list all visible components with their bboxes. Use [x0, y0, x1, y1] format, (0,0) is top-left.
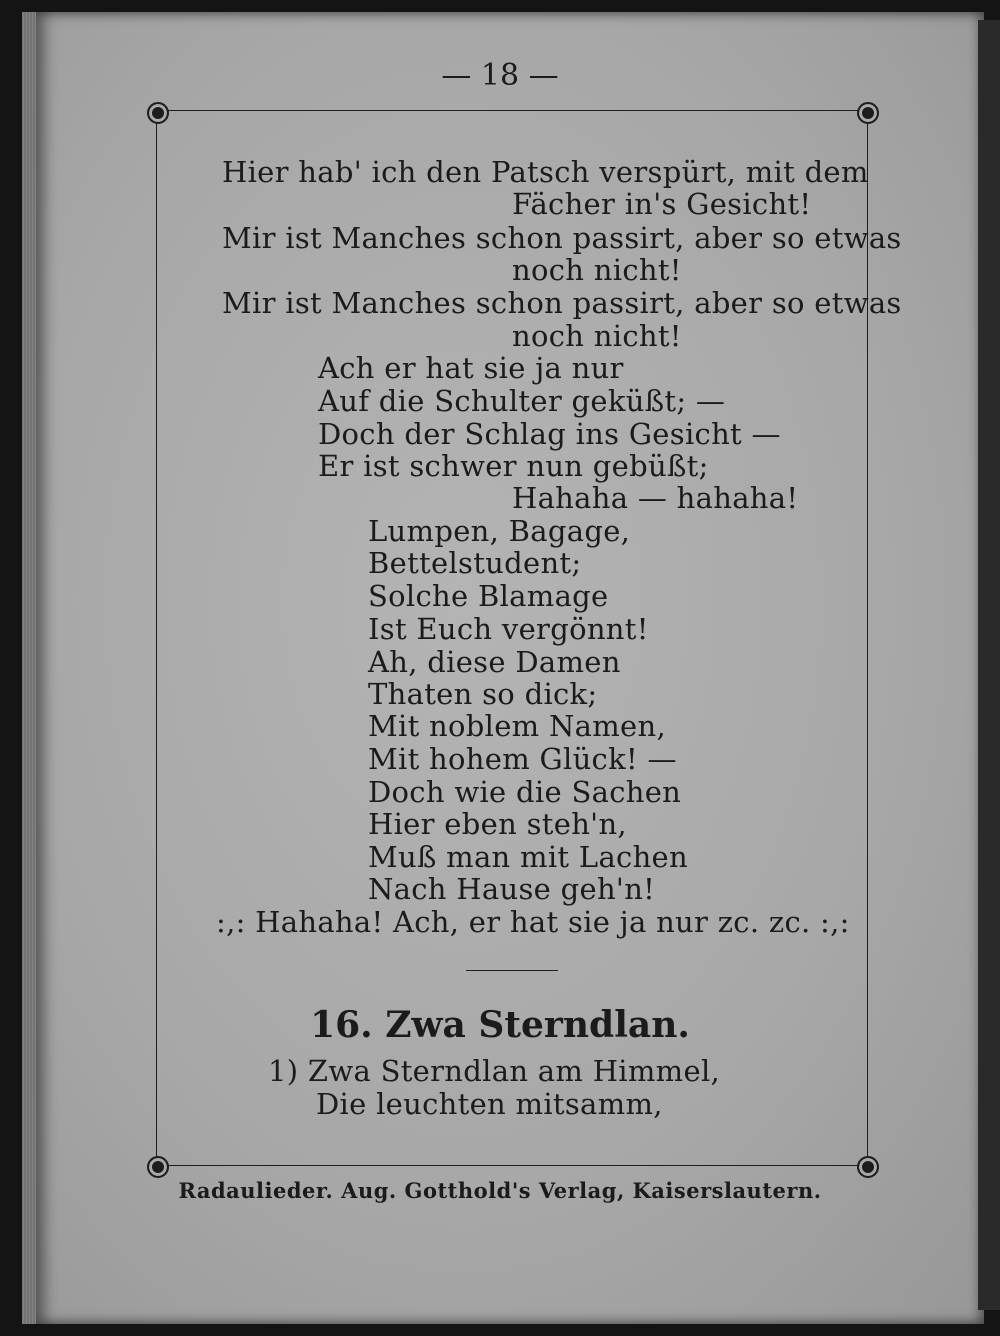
verse-line: Bettelstudent;	[368, 546, 582, 580]
frame-corner-ornament-icon	[857, 102, 879, 124]
verse-line: Muß man mit Lachen	[368, 840, 688, 874]
verse-line: noch nicht!	[512, 319, 682, 353]
verse-line: Hier eben steh'n,	[368, 807, 627, 841]
verse-line: Fächer in's Gesicht!	[512, 187, 812, 221]
verse-line: Mit noblem Namen,	[368, 709, 667, 743]
verse-line: Ist Euch vergönnt!	[368, 612, 649, 646]
frame-corner-ornament-icon	[147, 102, 169, 124]
verse-line: :,: Hahaha! Ach, er hat sie ja nur zc. zc. :,:	[216, 905, 850, 939]
verse-line: Hahaha — hahaha!	[512, 481, 799, 515]
verse-line: Auf die Schulter geküßt; —	[318, 384, 726, 418]
verse-line: Ah, diese Damen	[368, 645, 621, 679]
book-cover-edge	[978, 20, 1000, 1310]
page-stack-edge	[22, 12, 36, 1324]
frame-corner-ornament-icon	[147, 1156, 169, 1178]
verse-line: Lumpen, Bagage,	[368, 514, 631, 548]
verse-line: noch nicht!	[512, 253, 682, 287]
verse-line: Doch wie die Sachen	[368, 775, 682, 809]
publisher-footer: Radaulieder. Aug. Gotthold's Verlag, Kaiserslautern.	[178, 1178, 822, 1203]
verse-line: Mit hohem Glück! —	[368, 742, 677, 776]
song-heading: 16. Zwa Sterndlan.	[310, 1004, 690, 1046]
verse-line: Er ist schwer nun gebüßt;	[318, 449, 709, 483]
song-line: Die leuchten mitsamm,	[316, 1087, 663, 1121]
verse-line: Mir ist Manches schon passirt, aber so etwas	[222, 221, 902, 255]
page-number: — 18 —	[441, 58, 559, 93]
verse-line: Mir ist Manches schon passirt, aber so etwas	[222, 286, 902, 320]
verse-line: Thaten so dick;	[368, 677, 598, 711]
song-line: 1) Zwa Sterndlan am Himmel,	[268, 1054, 721, 1088]
verse-line: Ach er hat sie ja nur	[318, 351, 624, 385]
frame-corner-ornament-icon	[857, 1156, 879, 1178]
verse-line: Hier hab' ich den Patsch verspürt, mit dem	[222, 155, 869, 189]
verse-line: Doch der Schlag ins Gesicht —	[318, 417, 781, 451]
verse-line: Nach Hause geh'n!	[368, 872, 656, 906]
verse-line: Solche Blamage	[368, 579, 609, 613]
section-divider	[466, 970, 558, 971]
